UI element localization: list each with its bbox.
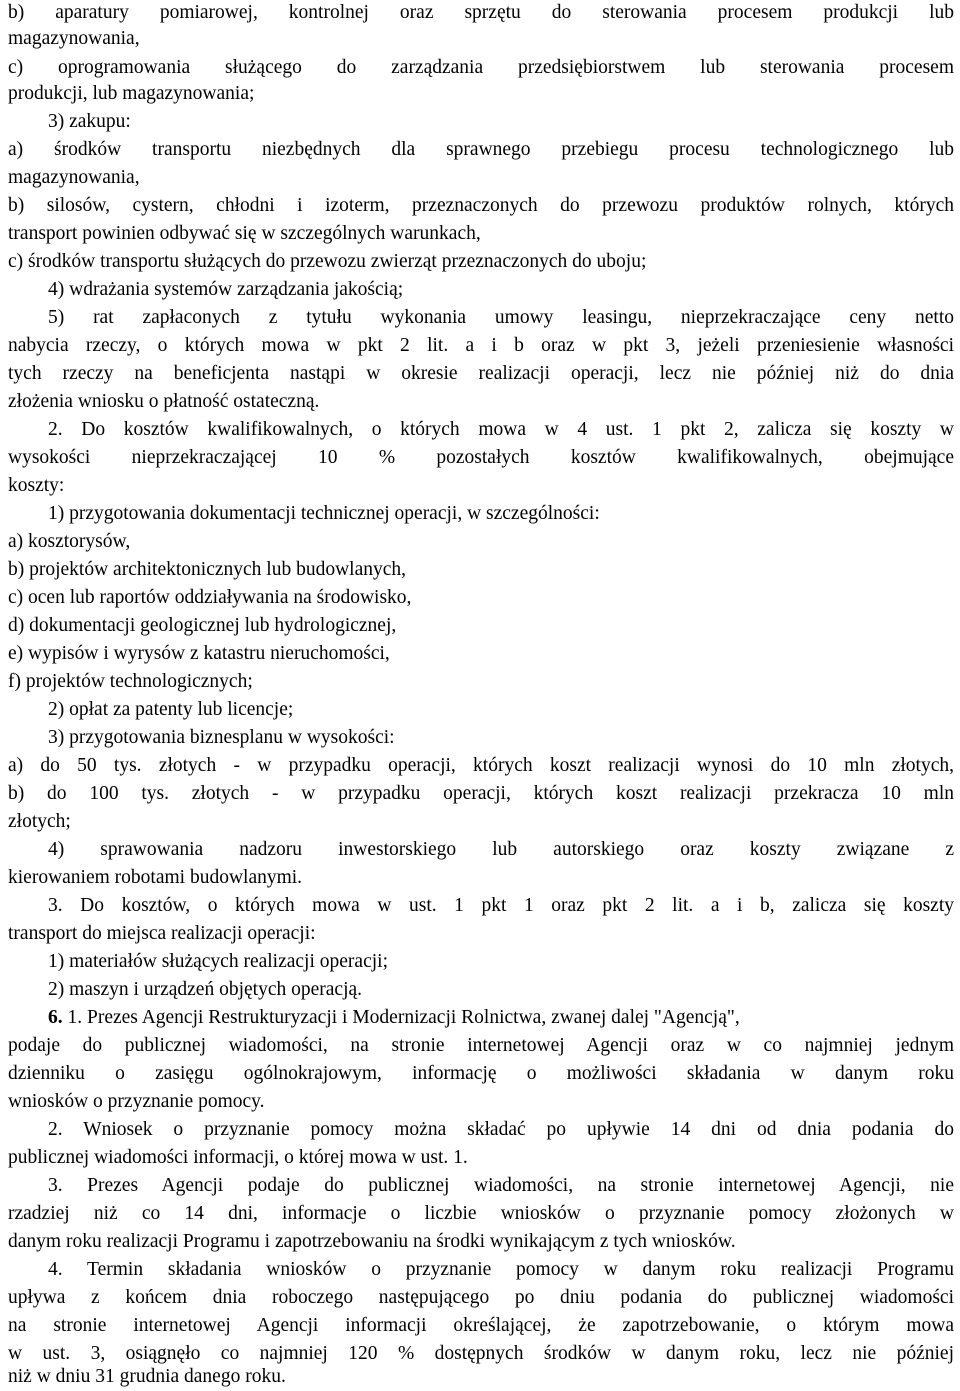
text-line: podaje do publicznej wiadomości, na stronie internetowej Agencji oraz w co najmniej jednym xyxy=(8,1035,954,1056)
text-line: 2) opłat za patenty lub licencje; xyxy=(48,699,294,720)
text-line: 3. Prezes Agencji podaje do publicznej wiadomości, na stronie internetowej Agencji, nie xyxy=(48,1175,954,1196)
section-heading-line xyxy=(48,1005,954,1031)
text-line: transport powinien odbywać się w szczególnych warunkach, xyxy=(8,223,481,244)
text-line: wniosków o przyznanie pomocy. xyxy=(8,1091,265,1112)
text-line: wysokości nieprzekraczającej 10 % pozostałych kosztów kwalifikowalnych, obejmujące xyxy=(8,447,954,468)
text-line: złożenia wniosku o płatność ostateczną. xyxy=(8,391,320,412)
text-line: 3) przygotowania biznesplanu w wysokości: xyxy=(48,727,395,748)
text-line: 3. Do kosztów, o których mowa w ust. 1 pkt 1 oraz pkt 2 lit. a i b, zalicza się koszty xyxy=(48,895,954,916)
text-line: a) kosztorysów, xyxy=(8,531,131,552)
text-line: 4) sprawowania nadzoru inwestorskiego lub autorskiego oraz koszty związane z xyxy=(48,839,954,860)
text-line: 4. Termin składania wniosków o przyznanie pomocy w danym roku realizacji Programu xyxy=(48,1259,954,1280)
text-line: tych rzeczy na beneficjenta nastąpi w okresie realizacji operacji, lecz nie później niż do dnia xyxy=(8,363,954,384)
text-line: a) środków transportu niezbędnych dla sprawnego przebiegu procesu technologicznego lub xyxy=(8,139,954,160)
text-line: dzienniku o zasięgu ogólnokrajowym, informację o możliwości składania w danym roku xyxy=(8,1063,954,1084)
text-line: w ust. 3, osiągnęło co najmniej 120 % dostępnych środków w danym roku, lecz nie później xyxy=(8,1343,954,1364)
text-line: b) silosów, cystern, chłodni i izoterm, przeznaczonych do przewozu produktów rolnych, których xyxy=(8,195,954,216)
text-line: 5) rat zapłaconych z tytułu wykonania umowy leasingu, nieprzekraczające ceny netto xyxy=(48,307,954,328)
section-mark: 6. xyxy=(48,1007,63,1028)
text-line: rzadziej niż co 14 dni, informacje o liczbie wniosków o przyznanie pomocy złożonych w xyxy=(8,1203,954,1224)
text-line: 2) maszyn i urządzeń objętych operacją. xyxy=(48,979,363,1000)
text-line: b) do 100 tys. złotych - w przypadku operacji, których koszt realizacji przekracza 10 mln xyxy=(8,783,954,804)
text-line: upływa z końcem dnia roboczego następującego po dniu podania do publicznej wiadomości xyxy=(8,1287,954,1308)
text-line: c) oprogramowania służącego do zarządzania przedsiębiorstwem lub sterowania procesem xyxy=(8,57,954,78)
text-line: d) dokumentacji geologicznej lub hydrologicznej, xyxy=(8,615,397,636)
text-line: publicznej wiadomości informacji, o której mowa w ust. 1. xyxy=(8,1147,468,1168)
text-line: c) ocen lub raportów oddziaływania na środowisko, xyxy=(8,587,412,608)
text-line: kierowaniem robotami budowlanymi. xyxy=(8,867,303,888)
text-line: 2. Do kosztów kwalifikowalnych, o których mowa w 4 ust. 1 pkt 2, zalicza się koszty w xyxy=(48,419,954,440)
text-line: danym roku realizacji Programu i zapotrzebowaniu na środki wynikającym z tych wniosków. xyxy=(8,1231,736,1252)
text-line: koszty: xyxy=(8,475,65,496)
text-line: 3) zakupu: xyxy=(48,111,131,132)
text-line: produkcji, lub magazynowania; xyxy=(8,83,255,104)
text-line: na stronie internetowej Agencji informacji określającej, że zapotrzebowanie, o którym mowa xyxy=(8,1315,954,1336)
text-line: 2. Wniosek o przyznanie pomocy można składać po upływie 14 dni od dnia podania do xyxy=(48,1119,954,1140)
text-line: 1) materiałów służących realizacji operacji; xyxy=(48,951,388,972)
text-line: nabycia rzeczy, o których mowa w pkt 2 lit. a i b oraz w pkt 3, jeżeli przeniesienie własności xyxy=(8,335,954,356)
text-line: 4) wdrażania systemów zarządzania jakością; xyxy=(48,279,404,300)
text-line: c) środków transportu służących do przewozu zwierząt przeznaczonych do uboju; xyxy=(8,251,647,272)
text-line: 1. Prezes Agencji Restrukturyzacji i Modernizacji Rolnictwa, zwanej dalej "Agencją", xyxy=(67,1007,740,1028)
text-line: złotych; xyxy=(8,811,71,832)
text-line: a) do 50 tys. złotych - w przypadku operacji, których koszt realizacji wynosi do 10 mln złotych, xyxy=(8,755,954,776)
text-line: b) projektów architektonicznych lub budowlanych, xyxy=(8,559,407,580)
text-line: magazynowania, xyxy=(8,167,140,188)
text-line: magazynowania, xyxy=(8,28,140,49)
text-line: f) projektów technologicznych; xyxy=(8,671,253,692)
text-line: e) wypisów i wyrysów z katastru nieruchomości, xyxy=(8,643,390,664)
text-line: 1) przygotowania dokumentacji technicznej operacji, w szczególności: xyxy=(48,503,600,524)
text-line: b) aparatury pomiarowej, kontrolnej oraz sprzętu do sterowania procesem produkcji lub xyxy=(8,2,954,23)
text-line: niż w dniu 31 grudnia danego roku. xyxy=(8,1366,286,1387)
text-line: transport do miejsca realizacji operacji: xyxy=(8,923,316,944)
